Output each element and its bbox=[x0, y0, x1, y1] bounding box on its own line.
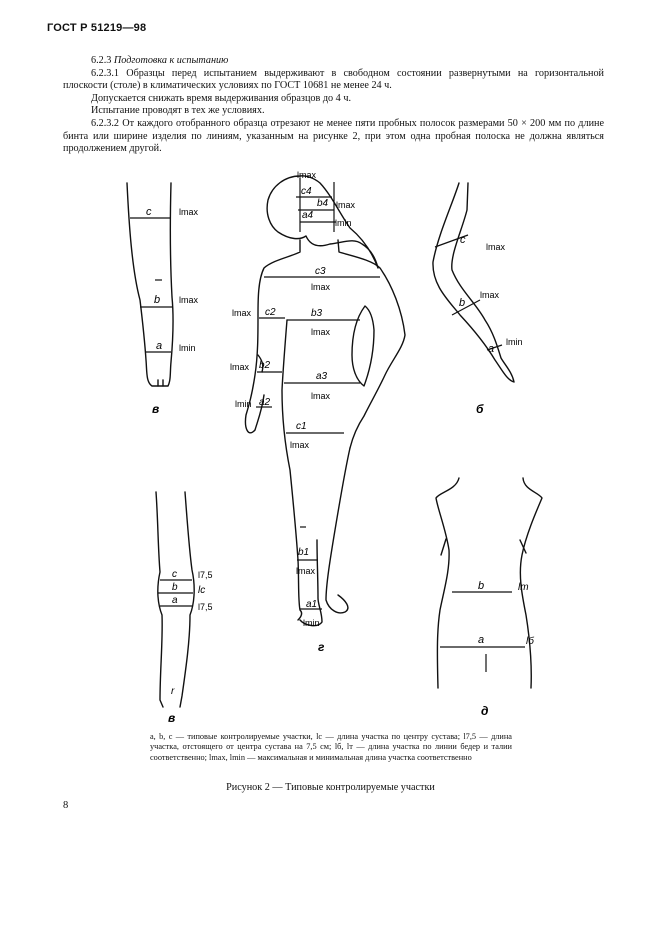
leg-a-label: a bbox=[156, 340, 163, 352]
woman-a2: a2 bbox=[259, 397, 271, 408]
leg-c-label: c bbox=[146, 206, 152, 218]
arm-lmax-label-2: lmax bbox=[480, 290, 500, 300]
woman-lmax-a3: lmax bbox=[311, 391, 331, 401]
woman-lmax-b1: lmax bbox=[296, 566, 316, 576]
knee-l75-label-1: l7,5 bbox=[198, 570, 213, 580]
document-code: ГОСТ Р 51219—98 bbox=[47, 22, 147, 34]
knee-r-label: r bbox=[171, 686, 175, 697]
paragraph-6231: 6.2.3.1 Образцы перед испытанием выдерживают в свободном состоянии развернутыми на горизонтальной плоскости (столе) в климатических условиях по ГОСТ 10681 не менее 24 ч. bbox=[63, 67, 604, 92]
woman-b4: b4 bbox=[317, 198, 329, 209]
woman-lmin-a2: lmin bbox=[235, 399, 252, 409]
figure-title: Рисунок 2 — Типовые контролируемые участки bbox=[226, 782, 435, 793]
woman-a3: a3 bbox=[316, 371, 328, 382]
figure-legend bbox=[150, 732, 512, 763]
woman-lmax-c3: lmax bbox=[311, 282, 331, 292]
knee-b-label: b bbox=[172, 582, 178, 593]
paragraph-allow: Допускается снижать время выдерживания образцов до 4 ч. bbox=[91, 92, 351, 104]
arm-a-label: a bbox=[488, 343, 495, 355]
leg-lmax-label-2: lmax bbox=[179, 295, 199, 305]
torso-a-label: a bbox=[478, 634, 485, 646]
leg-caption: в bbox=[152, 402, 160, 416]
woman-lmax-c1: lmax bbox=[290, 440, 310, 450]
section-title: Подготовка к испытанию bbox=[113, 55, 229, 66]
section-number: 6.2.3 bbox=[91, 55, 112, 66]
woman-c1: c1 bbox=[296, 421, 307, 432]
arm-figure bbox=[433, 183, 523, 416]
knee-l75-label-2: l7,5 bbox=[198, 602, 213, 612]
arm-lmin-label: lmin bbox=[506, 337, 523, 347]
woman-lmin-a1: lmin bbox=[303, 618, 320, 628]
torso-caption: д bbox=[481, 704, 489, 718]
paragraph-test: Испытание проводят в тех же условиях. bbox=[91, 105, 265, 117]
woman-b2: b2 bbox=[259, 360, 271, 371]
knee-figure bbox=[156, 492, 213, 725]
legend-text: a, b, c — типовые контролируемые участки, lc — длина участка по центру сустава; l7,5 — длина участка, отстоящего от центра сустава на 7,5 см; lб, lт — длина участка по линии бедер и талии соответственно; lmax, lmin — максимальная и минимальная длина участка соответственно bbox=[150, 732, 512, 762]
leg-b-label: b bbox=[154, 294, 161, 306]
arm-caption: б bbox=[476, 402, 484, 416]
woman-c3: c3 bbox=[315, 266, 326, 277]
torso-lt-label: lт bbox=[518, 582, 529, 593]
woman-c2: c2 bbox=[265, 307, 276, 318]
page-number: 8 bbox=[63, 800, 69, 811]
arm-lmax-label-1: lmax bbox=[486, 242, 506, 252]
knee-lc-label: lc bbox=[198, 585, 206, 596]
arm-c-label: c bbox=[460, 234, 466, 246]
woman-lmax-c2: lmax bbox=[232, 308, 252, 318]
woman-c4: c4 bbox=[301, 186, 312, 197]
knee-a-label: a bbox=[172, 595, 178, 606]
knee-c-label: c bbox=[172, 569, 177, 580]
knee-caption: в bbox=[168, 711, 176, 725]
woman-lmin-a4: lmin bbox=[335, 218, 352, 228]
woman-b3: b3 bbox=[311, 308, 323, 319]
arm-b-label: b bbox=[459, 297, 466, 309]
torso-lb-label: lб bbox=[526, 636, 534, 647]
woman-figure bbox=[230, 170, 405, 654]
woman-caption: г bbox=[318, 640, 325, 654]
woman-lmax-b4: lmax bbox=[336, 200, 356, 210]
woman-lmax-top: lmax bbox=[297, 170, 317, 180]
leg-lmax-label-1: lmax bbox=[179, 207, 199, 217]
leg-lmin-label: lmin bbox=[179, 343, 196, 353]
torso-b-label: b bbox=[478, 580, 485, 592]
leg-figure bbox=[127, 183, 199, 416]
woman-lmax-b2: lmax bbox=[230, 362, 250, 372]
woman-lmax-b3: lmax bbox=[311, 327, 331, 337]
woman-a1: a1 bbox=[306, 599, 318, 610]
torso-figure bbox=[436, 478, 542, 718]
woman-b1: b1 bbox=[298, 547, 310, 558]
paragraph-6232: 6.2.3.2 От каждого отобранного образца отрезают не менее пяти пробных полосок размерами 50 × 200 мм по длине бинта или ширине изделия по линиям, указанным на рисунке 2, при этом одна пробная полоска не должна являться продолжением другой. bbox=[63, 117, 604, 155]
woman-a4: a4 bbox=[302, 210, 314, 221]
